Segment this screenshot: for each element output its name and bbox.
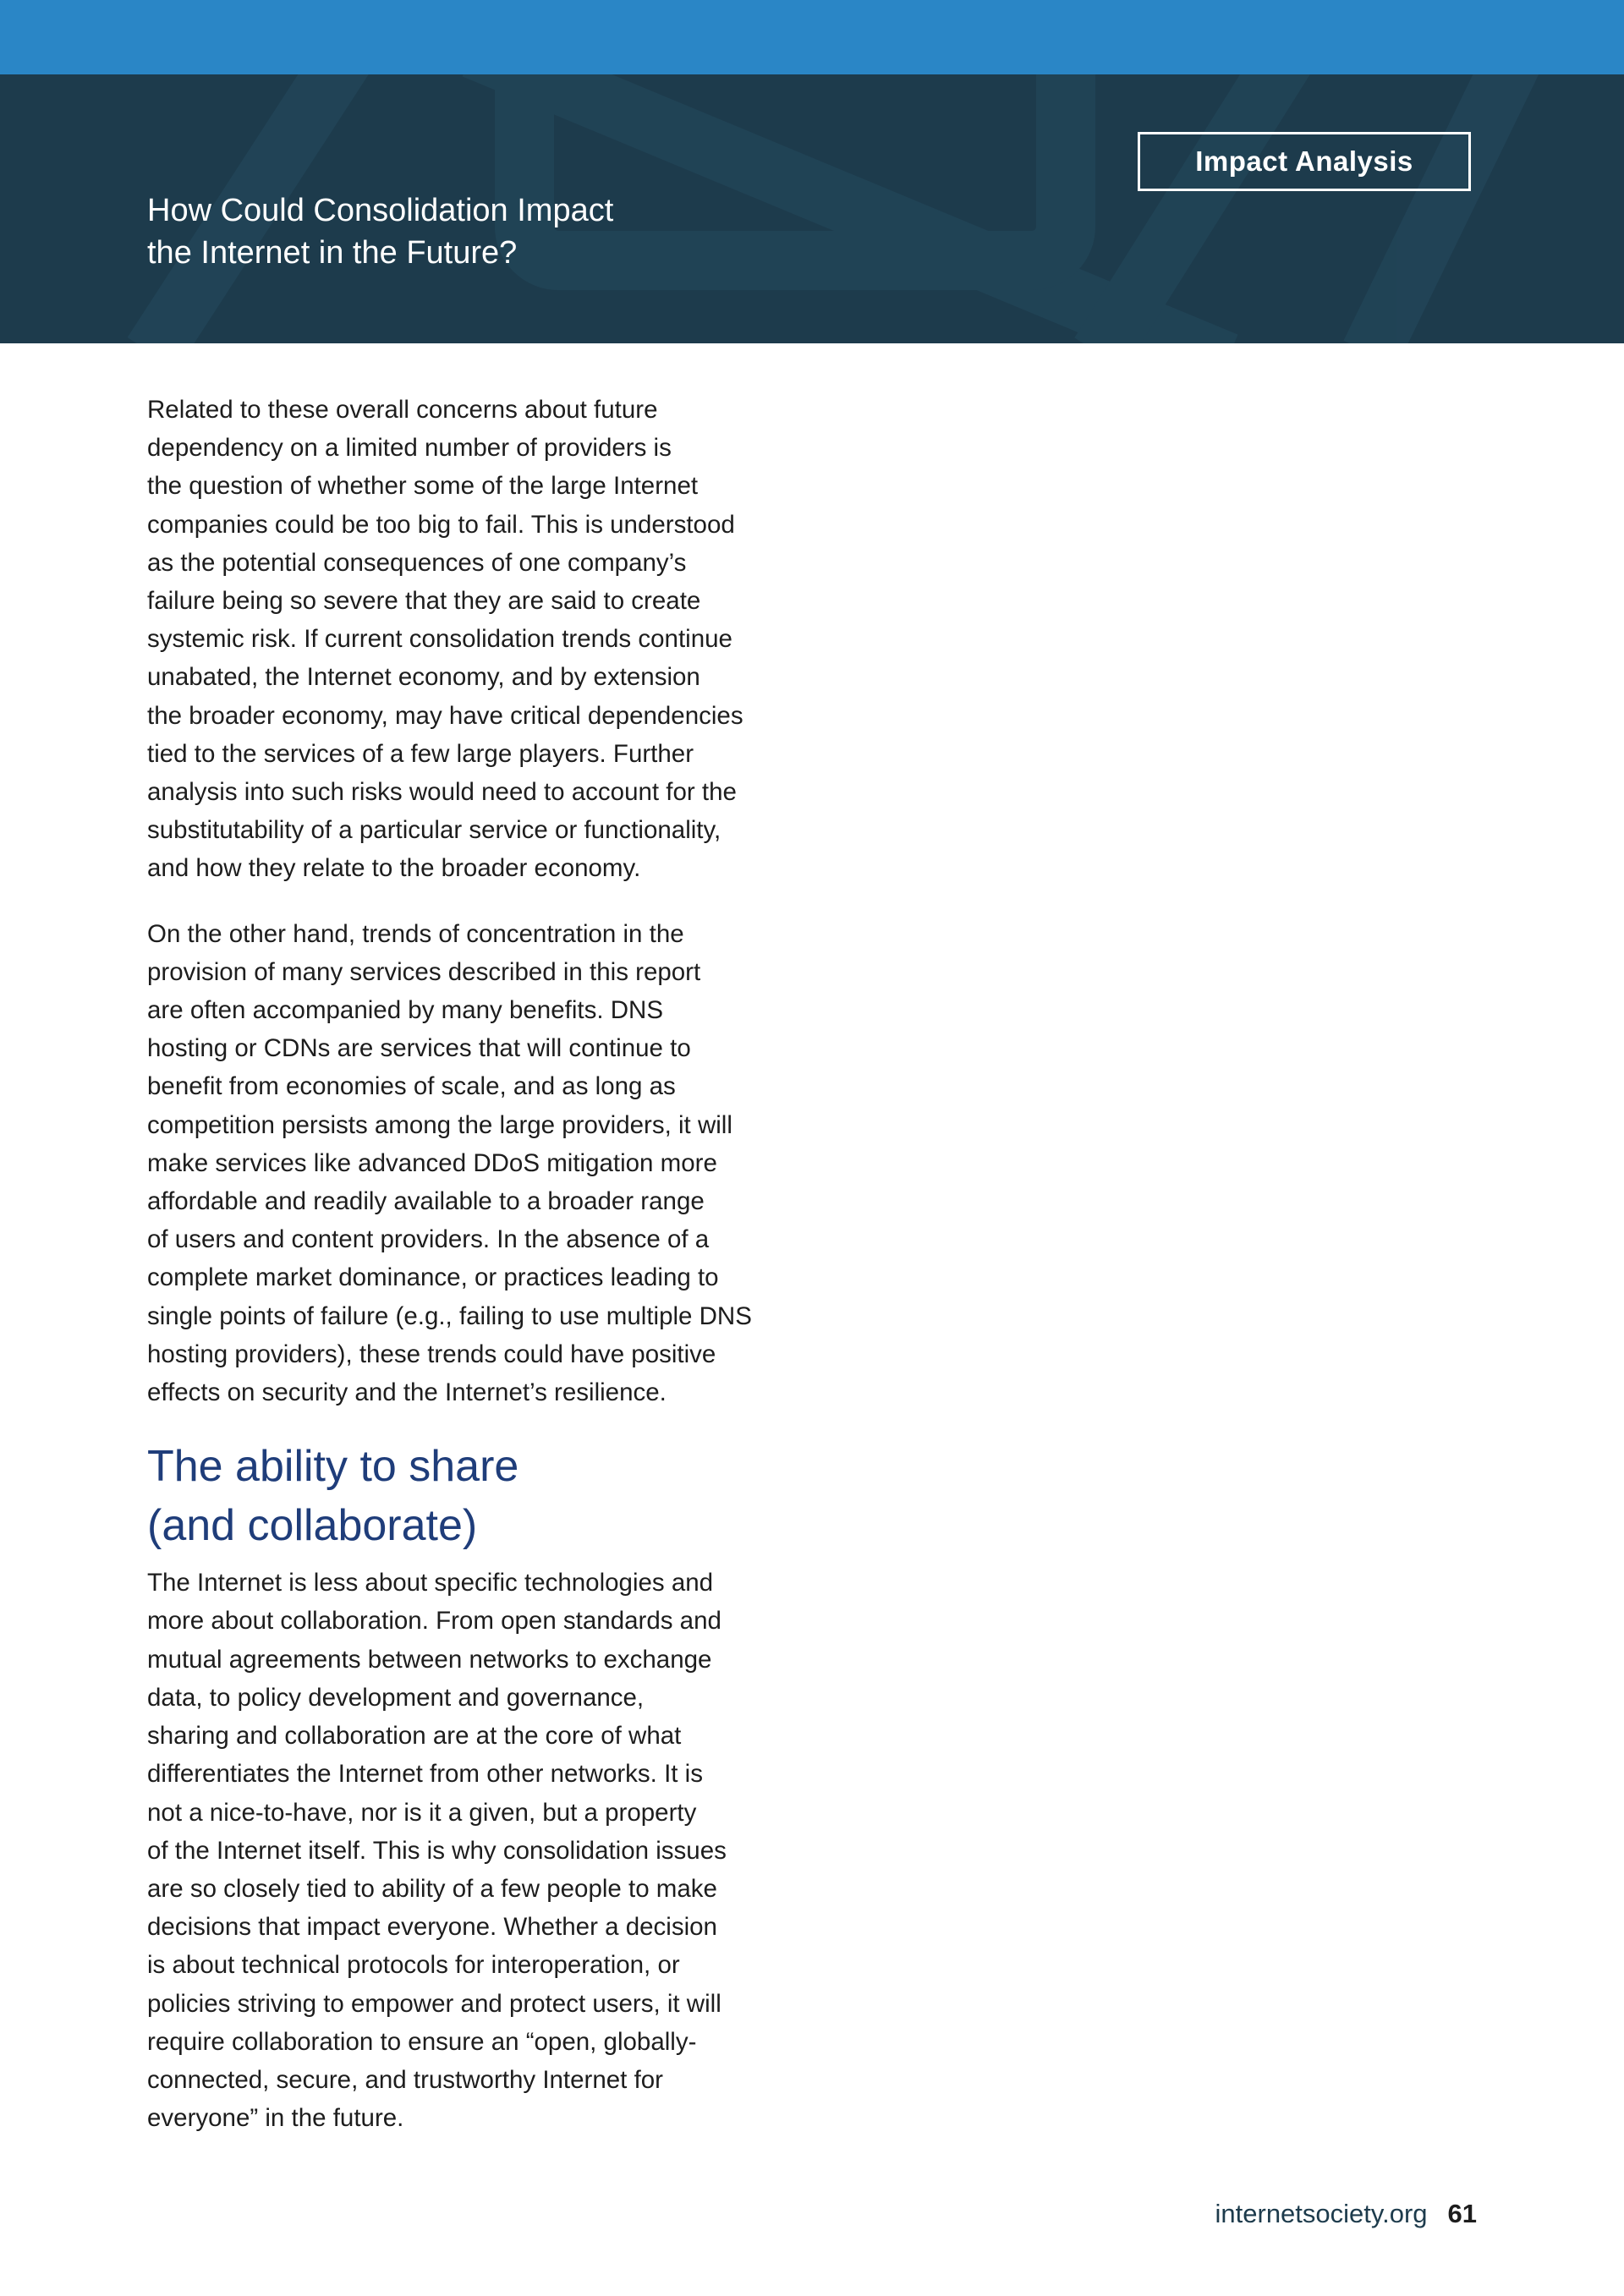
text-line: are so closely tied to ability of a few people to make: [147, 1874, 717, 1903]
text-line: analysis into such risks would need to account for the: [147, 778, 737, 807]
text-line: hosting or CDNs are services that will continue to: [147, 1034, 691, 1063]
text-line: dependency on a limited number of providers is: [147, 434, 672, 463]
footer-site-link[interactable]: internetsociety.org: [1215, 2199, 1428, 2228]
text-line: Related to these overall concerns about future: [147, 396, 658, 424]
text-line: and how they relate to the broader economy.: [147, 854, 641, 883]
text-line: everyone” in the future.: [147, 2104, 404, 2133]
text-line: are often accompanied by many benefits. DNS: [147, 996, 663, 1025]
text-line: systemic risk. If current consolidation trends continue: [147, 625, 732, 654]
text-line: affordable and readily available to a broader range: [147, 1187, 705, 1216]
header-band: [0, 74, 1624, 343]
body-column: [147, 391, 773, 2137]
text-line: make services like advanced DDoS mitigation more: [147, 1148, 717, 1177]
text-line: substitutability of a particular service or functionality,: [147, 816, 721, 845]
top-accent-stripe: [0, 0, 1624, 74]
text-line: companies could be too big to fail. This is understood: [147, 510, 735, 539]
text-line: connected, secure, and trustworthy Internet for: [147, 2065, 663, 2094]
text-line: more about collaboration. From open standards and: [147, 1607, 721, 1636]
text-line: sharing and collaboration are at the core of what: [147, 1722, 682, 1751]
text-line: policies striving to empower and protect users, it will: [147, 1989, 721, 2018]
text-line: tied to the services of a few large players. Further: [147, 739, 694, 768]
text-line: The Internet is less about specific technologies and: [147, 1569, 714, 1597]
text-line: competition persists among the large providers, it will: [147, 1110, 732, 1139]
text-line: benefit from economies of scale, and as long as: [147, 1072, 676, 1101]
page-footer: [1215, 2199, 1477, 2229]
chapter-title-line: How Could Consolidation Impact: [147, 193, 614, 228]
section-heading-line: The ability to share: [147, 1442, 519, 1492]
text-line: On the other hand, trends of concentration in the: [147, 919, 684, 948]
text-line: the question of whether some of the large Internet: [147, 472, 699, 501]
text-line: hosting providers), these trends could have positive: [147, 1340, 716, 1368]
text-line: single points of failure (e.g., failing to use multiple DNS: [147, 1301, 752, 1330]
text-line: require collaboration to ensure an “open, globally-: [147, 2027, 697, 2056]
section-heading: [147, 1437, 773, 1555]
text-line: the broader economy, may have critical dependencies: [147, 701, 743, 730]
section-heading-line: (and collaborate): [147, 1501, 478, 1551]
text-line: unabated, the Internet economy, and by extension: [147, 663, 700, 692]
chapter-title-line: the Internet in the Future?: [147, 235, 518, 271]
body-paragraph: [147, 1564, 773, 2137]
text-line: mutual agreements between networks to exchange: [147, 1645, 712, 1674]
text-line: of users and content providers. In the absence of a: [147, 1225, 710, 1254]
text-line: data, to policy development and governance,: [147, 1683, 645, 1712]
text-line: provision of many services described in this report: [147, 957, 701, 986]
text-line: not a nice-to-have, nor is it a given, but a property: [147, 1798, 697, 1827]
text-line: failure being so severe that they are said to create: [147, 587, 701, 616]
text-line: complete market dominance, or practices leading to: [147, 1263, 719, 1292]
text-line: effects on security and the Internet’s resilience.: [147, 1378, 667, 1407]
page-number: 61: [1447, 2199, 1477, 2228]
text-line: decisions that impact everyone. Whether a decision: [147, 1913, 717, 1942]
text-line: as the potential consequences of one company’s: [147, 548, 687, 577]
chapter-title: [147, 189, 739, 274]
section-badge: Impact Analysis: [1138, 132, 1471, 191]
body-paragraph: [147, 391, 773, 888]
body-paragraph: [147, 915, 773, 1412]
text-line: differentiates the Internet from other networks. It is: [147, 1760, 703, 1789]
text-line: of the Internet itself. This is why consolidation issues: [147, 1836, 727, 1865]
text-line: is about technical protocols for interoperation, or: [147, 1951, 680, 1980]
